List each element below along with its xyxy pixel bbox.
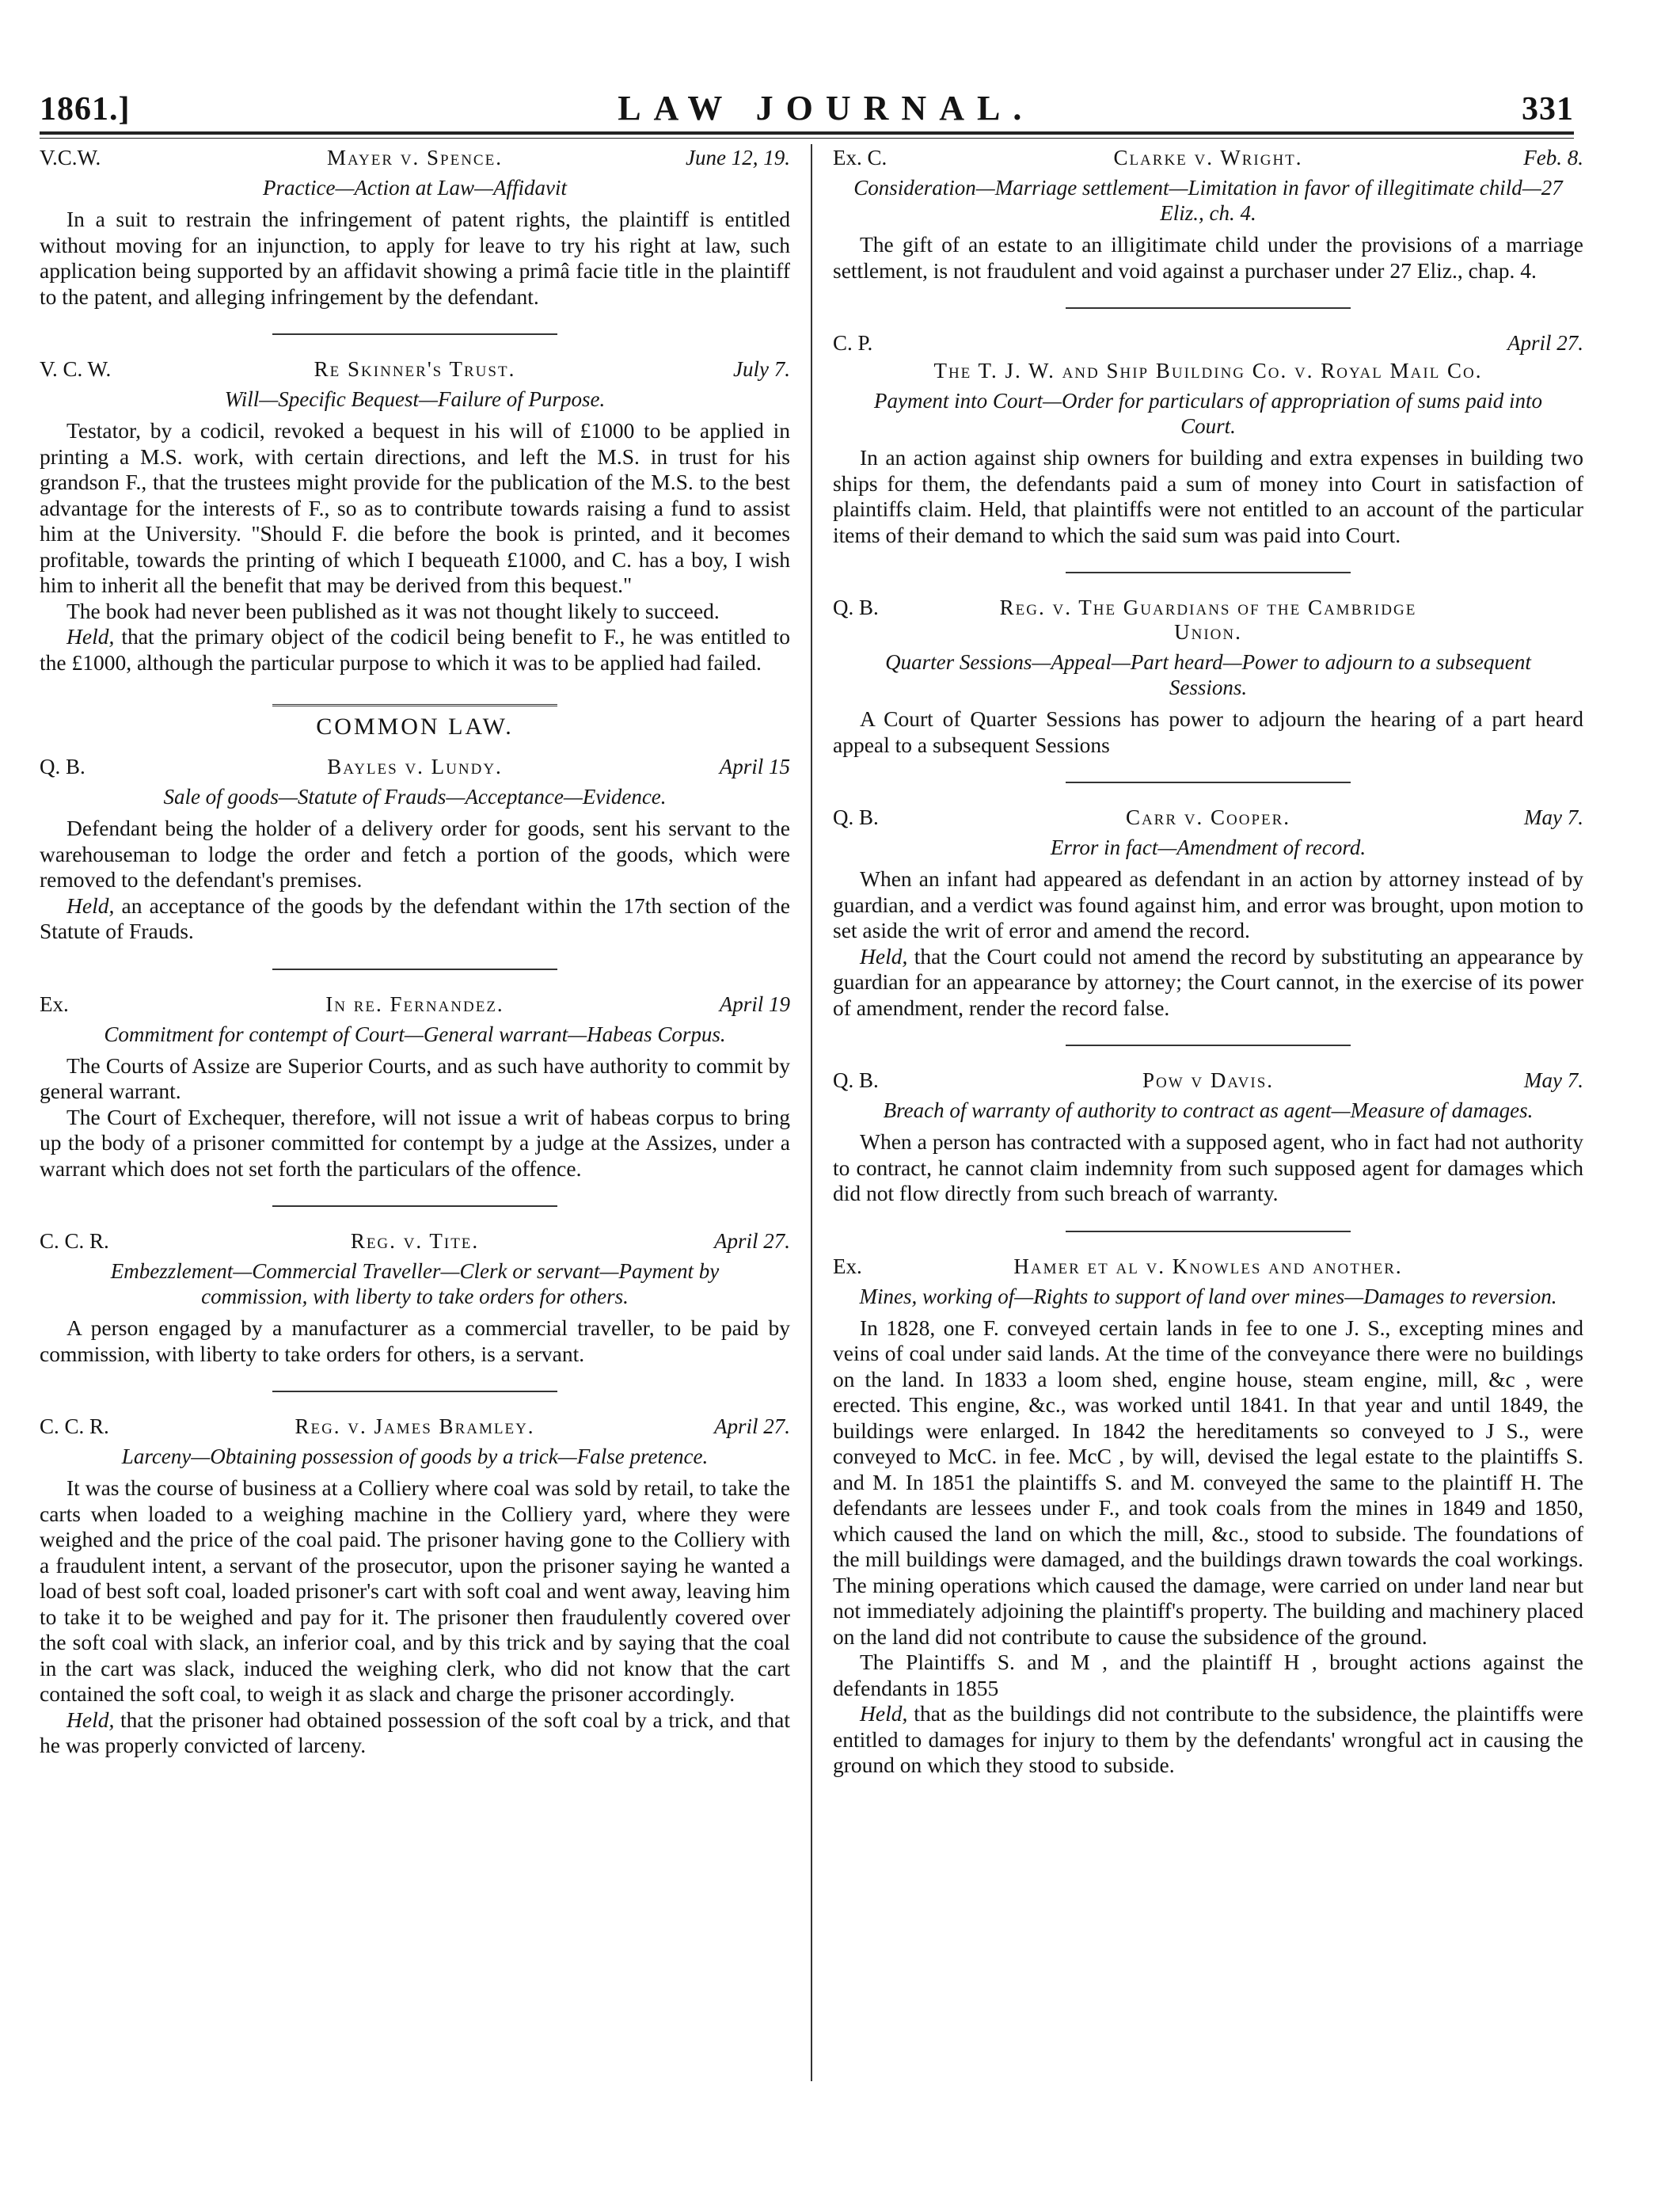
- case-date: May 7.: [1524, 1068, 1583, 1092]
- case-paragraph: [40, 624, 790, 676]
- page-header: [40, 78, 1574, 128]
- case-paragraph: [40, 1315, 790, 1367]
- year-label: 1861.]: [40, 91, 131, 128]
- paragraph-text: that as the buildings did not contribute to the subsidence, the plaintiffs were entitled to damages for injury to them by the defendants' wrongful act in causing the ground on which they stood to subside.: [833, 1701, 1583, 1777]
- case-paragraph: [833, 944, 1583, 1022]
- paragraph-text: A Court of Quarter Sessions has power to adjourn the hearing of a part heard appeal to a subsequent Sessions: [833, 706, 1583, 757]
- case-paragraph: [833, 232, 1583, 284]
- case-name: Reg. v. The Guardians of the Cambridge Union.: [999, 596, 1417, 644]
- case-date: July 7.: [733, 357, 790, 381]
- paragraph-text: When a person has contracted with a supposed agent, who in fact had not authority to contract, he cannot claim indemnity from such supposed agent for damages which did not flow directly from such breach of warranty.: [833, 1129, 1583, 1205]
- case-separator: [272, 1391, 557, 1392]
- case-paragraph: [833, 1129, 1583, 1207]
- case-entry: [40, 357, 790, 676]
- case-entry: [833, 805, 1583, 1021]
- case-separator: [1066, 307, 1351, 309]
- case-name: Bayles v. Lundy.: [327, 755, 503, 778]
- case-paragraph: [833, 445, 1583, 548]
- case-heading: [833, 146, 1583, 170]
- case-subject: Error in fact—Amendment of record.: [1050, 835, 1366, 859]
- case-name: Reg. v. Tite.: [350, 1229, 480, 1253]
- court-label: Q. B.: [833, 805, 879, 829]
- case-entry: [40, 1229, 790, 1367]
- case-name: Carr v. Cooper.: [1125, 805, 1291, 829]
- paragraph-text: A person engaged by a manufacturer as a commercial traveller, to be paid by commission, with liberty to take orders for others, is a servant.: [40, 1315, 790, 1366]
- paragraph-text: In an action against ship owners for building and extra expenses in building two ships for them, the defendants paid a sum of money into Court in satisfaction of plaintiffs claim. Held, that plaintiffs were not entitled to an account of the particular items of their demand to which the said sum was paid into Court.: [833, 445, 1583, 547]
- journal-title: LAW JOURNAL.: [618, 89, 1035, 128]
- case-paragraph: [40, 1105, 790, 1182]
- case-entry: [833, 1254, 1583, 1779]
- case-date: April 27.: [713, 1229, 790, 1253]
- case-paragraph: [40, 1053, 790, 1105]
- case-name: In re. Fernandez.: [325, 992, 504, 1016]
- case-name: Clarke v. Wright.: [1113, 146, 1303, 169]
- case-separator: [1066, 572, 1351, 573]
- case-heading: [40, 146, 790, 170]
- case-paragraph: [40, 418, 790, 599]
- court-label: C. C. R.: [40, 1229, 109, 1253]
- page-number: 331: [1522, 91, 1574, 128]
- case-name: Mayer v. Spence.: [327, 146, 503, 169]
- case-heading: [40, 992, 790, 1017]
- court-label: C. P.: [833, 331, 873, 355]
- case-separator: [1066, 782, 1351, 783]
- case-name: The T. J. W. and Ship Building Co. v. Royal Mail Co.: [933, 359, 1483, 383]
- case-paragraph: [40, 599, 790, 625]
- case-paragraph: [833, 1701, 1583, 1779]
- held-lead: Held,: [67, 624, 115, 649]
- case-title-line: [833, 359, 1583, 383]
- case-separator: [272, 1205, 557, 1207]
- paragraph-text: an acceptance of the goods by the defendant within the 17th section of the Statute of Frauds.: [40, 893, 790, 943]
- court-label: Ex.: [833, 1254, 862, 1278]
- case-name: Hamer et al v. Knowles and another.: [1013, 1254, 1403, 1278]
- case-date: April 27.: [1507, 331, 1583, 355]
- case-heading: [833, 596, 1583, 645]
- case-heading: [833, 805, 1583, 830]
- case-entry: [833, 331, 1583, 548]
- case-separator: [272, 969, 557, 970]
- case-date: April 27.: [713, 1414, 790, 1438]
- case-heading: [833, 1068, 1583, 1093]
- case-name: Reg. v. James Bramley.: [295, 1414, 535, 1438]
- held-lead: Held,: [67, 1707, 115, 1732]
- case-subject: Embezzlement—Commercial Traveller—Clerk or servant—Payment by commission, with liberty to take orders for others.: [110, 1259, 720, 1308]
- case-subject: Payment into Court—Order for particulars of appropriation of sums paid into Court.: [873, 389, 1543, 438]
- case-subject: Sale of goods—Statute of Frauds—Acceptance—Evidence.: [163, 785, 667, 809]
- case-paragraph: [40, 1707, 790, 1759]
- case-paragraph: [40, 893, 790, 945]
- case-entry: [833, 596, 1583, 758]
- case-separator: [1066, 1231, 1351, 1232]
- case-paragraph: [833, 1315, 1583, 1650]
- paragraph-text: In a suit to restrain the infringement of patent rights, the plaintiff is entitled without moving for an injunction, to apply for leave to try his right at law, such application being supported by an affidavit showing a primâ facie title in the plaintiff to the patent, and alleging infringement by the defendant.: [40, 207, 790, 309]
- case-entry: [833, 1068, 1583, 1207]
- case-heading: [833, 1254, 1583, 1279]
- paragraph-text: In 1828, one F. conveyed certain lands in fee to one J. S., excepting mines and veins of coal under said lands. At the time of the conveyance there were no buildings on the land. In 1833 a loom shed, engine house, steam engine, mill, &c , were erected. This engine, &c., was worked until 1841. In that year and until 1849, the buildings were enlarged. In 1842 the hereditaments so conveyed to J S., were conveyed to McC. in fee. McC , by will, devised the legal estate to the plaintiffs S. and M. In 1851 the plaintiffs S. and M. conveyed the same to the plaintiff H. The defendants are lessees under F., and took coals from the mines in 1849 and 1850, which caused the land on which the mill, &c., stood to subside. The foundations of the mill buildings were damaged, and the buildings drawn towards the coal workings. The mining operations which caused the damage, were carried on under land near but not immediately adjoining the plaintiff's property. The building and machinery placed on the land did not contribute to cause the subsidence of the ground.: [833, 1315, 1583, 1649]
- paragraph-text: The book had never been published as it was not thought likely to succeed.: [67, 598, 720, 623]
- court-label: Q. B.: [833, 1068, 879, 1092]
- case-subject: Larceny—Obtaining possession of goods by a trick—False pretence.: [121, 1444, 709, 1468]
- court-label: C. C. R.: [40, 1414, 109, 1438]
- paragraph-text: It was the course of business at a Colliery where coal was sold by retail, to take the carts when loaded to a weighing machine in the Colliery yard, where they were weighed and the price of the coal paid. The prisoner having gone to the Colliery with a fraudulent intent, a servant of the prosecutor, upon the prisoner saying he wanted a load of best soft coal, loaded prisoner's cart with soft coal and went away, leaving him to take it to be weighed and pay for it. The prisoner then fraudulently covered over the soft coal with slack, an inferior coal, and by this trick and by saying that the coal in the cart was slack, induced the weighing clerk, who did not know that the cart contained the soft coal, to weigh it as slack and charge the prisoner accordingly.: [40, 1475, 790, 1706]
- case-heading: [40, 1414, 790, 1439]
- case-entry: [40, 992, 790, 1182]
- case-heading: [40, 357, 790, 382]
- held-lead: Held,: [67, 893, 115, 918]
- held-lead: Held,: [860, 943, 908, 969]
- case-subject: Mines, working of—Rights to support of land over mines—Damages to reversion.: [859, 1284, 1557, 1308]
- paragraph-text: that the primary object of the codicil being benefit to F., he was entitled to the £1000, although the particular purpose to which it was to be applied had failed.: [40, 624, 790, 675]
- right-column: [833, 143, 1583, 2067]
- paragraph-text: that the Court could not amend the record by substituting an appearance by guardian for an appearance by attorney; the Court cannot, in the exercise of its power of amendment, render the record false.: [833, 943, 1583, 1020]
- section-title: COMMON LAW.: [316, 714, 514, 740]
- column-divider: [811, 144, 812, 2081]
- case-date: April 15: [719, 755, 790, 778]
- section-rule: [272, 704, 557, 709]
- case-subject: Quarter Sessions—Appeal—Part heard—Power to adjourn to a subsequent Sessions.: [885, 650, 1531, 699]
- case-paragraph: [833, 1650, 1583, 1701]
- case-name: Pow v Davis.: [1142, 1068, 1275, 1092]
- case-entry: [40, 755, 790, 945]
- case-entry: [833, 146, 1583, 284]
- paragraph-text: The gift of an estate to an illigitimate child under the provisions of a marriage settlement, is not fraudulent and void against a purchaser under 27 Eliz., chap. 4.: [833, 232, 1583, 283]
- case-paragraph: [40, 1475, 790, 1707]
- case-paragraph: [40, 207, 790, 310]
- case-subject: Practice—Action at Law—Affidavit: [263, 176, 567, 200]
- left-column: [40, 143, 790, 2067]
- case-date: April 19: [719, 992, 790, 1016]
- paragraph-text: When an infant had appeared as defendant in an action by attorney instead of by guardian, and a verdict was found against him, and error was brought, upon motion to set aside the writ of error and amend the record.: [833, 866, 1583, 942]
- case-paragraph: [833, 866, 1583, 944]
- court-label: V. C. W.: [40, 357, 112, 381]
- case-date: Feb. 8.: [1523, 146, 1583, 169]
- court-label: Q. B.: [40, 755, 86, 778]
- header-rule: [40, 131, 1574, 139]
- court-label: Q. B.: [833, 596, 879, 619]
- paragraph-text: that the prisoner had obtained possession of the soft coal by a trick, and that he was properly convicted of larceny.: [40, 1707, 790, 1757]
- case-paragraph: [833, 706, 1583, 758]
- case-heading: [40, 755, 790, 779]
- paragraph-text: The Courts of Assize are Superior Courts, and as such have authority to commit by general warrant.: [40, 1052, 790, 1103]
- paragraph-text: Testator, by a codicil, revoked a bequest in his will of £1000 to be applied in printing a M.S. work, with certain directions, and left the M.S. in trust for his grandson F., that the trustees might provide for the publication of the M.S. to the best advantage for the interests of F., so as to contribute towards raising a fund to assist him at the University. "Should F. die before the book is printed, and it becomes profitable, towards the printing of which I bequeath £1000, and C. has a boy, I wish him to inherit all the benefit that may be derived from this bequest.": [40, 418, 790, 597]
- case-separator: [272, 333, 557, 335]
- case-entry: [40, 146, 790, 310]
- held-lead: Held,: [860, 1701, 908, 1726]
- case-subject: Commitment for contempt of Court—General warrant—Habeas Corpus.: [104, 1022, 726, 1046]
- case-subject: Will—Specific Bequest—Failure of Purpose.: [224, 387, 606, 411]
- paragraph-text: The Court of Exchequer, therefore, will not issue a writ of habeas corpus to bring up the body of a prisoner committed for contempt by a judge at the Assizes, under a warrant which does not set forth the particulars of the offence.: [40, 1104, 790, 1181]
- case-heading: [40, 1229, 790, 1254]
- court-label: Ex.: [40, 992, 69, 1016]
- case-subject: Consideration—Marriage settlement—Limitation in favor of illegitimate child—27 Eliz., ch. 4.: [853, 176, 1563, 225]
- case-subject: Breach of warranty of authority to contract as agent—Measure of damages.: [883, 1098, 1534, 1122]
- case-date: June 12, 19.: [686, 146, 790, 169]
- case-heading: [833, 331, 1583, 356]
- case-name: Re Skinner's Trust.: [314, 357, 516, 381]
- court-label: V.C.W.: [40, 146, 101, 169]
- paragraph-text: The Plaintiffs S. and M , and the plaintiff H , brought actions against the defendants in 1855: [833, 1650, 1583, 1700]
- case-separator: [1066, 1045, 1351, 1046]
- paragraph-text: Defendant being the holder of a delivery order for goods, sent his servant to the warehouseman to lodge the order and fetch a portion of the goods, which were removed to the defendant's premises.: [40, 816, 790, 892]
- court-label: Ex. C.: [833, 146, 888, 169]
- case-date: May 7.: [1524, 805, 1583, 829]
- case-entry: [40, 1414, 790, 1759]
- case-paragraph: [40, 816, 790, 893]
